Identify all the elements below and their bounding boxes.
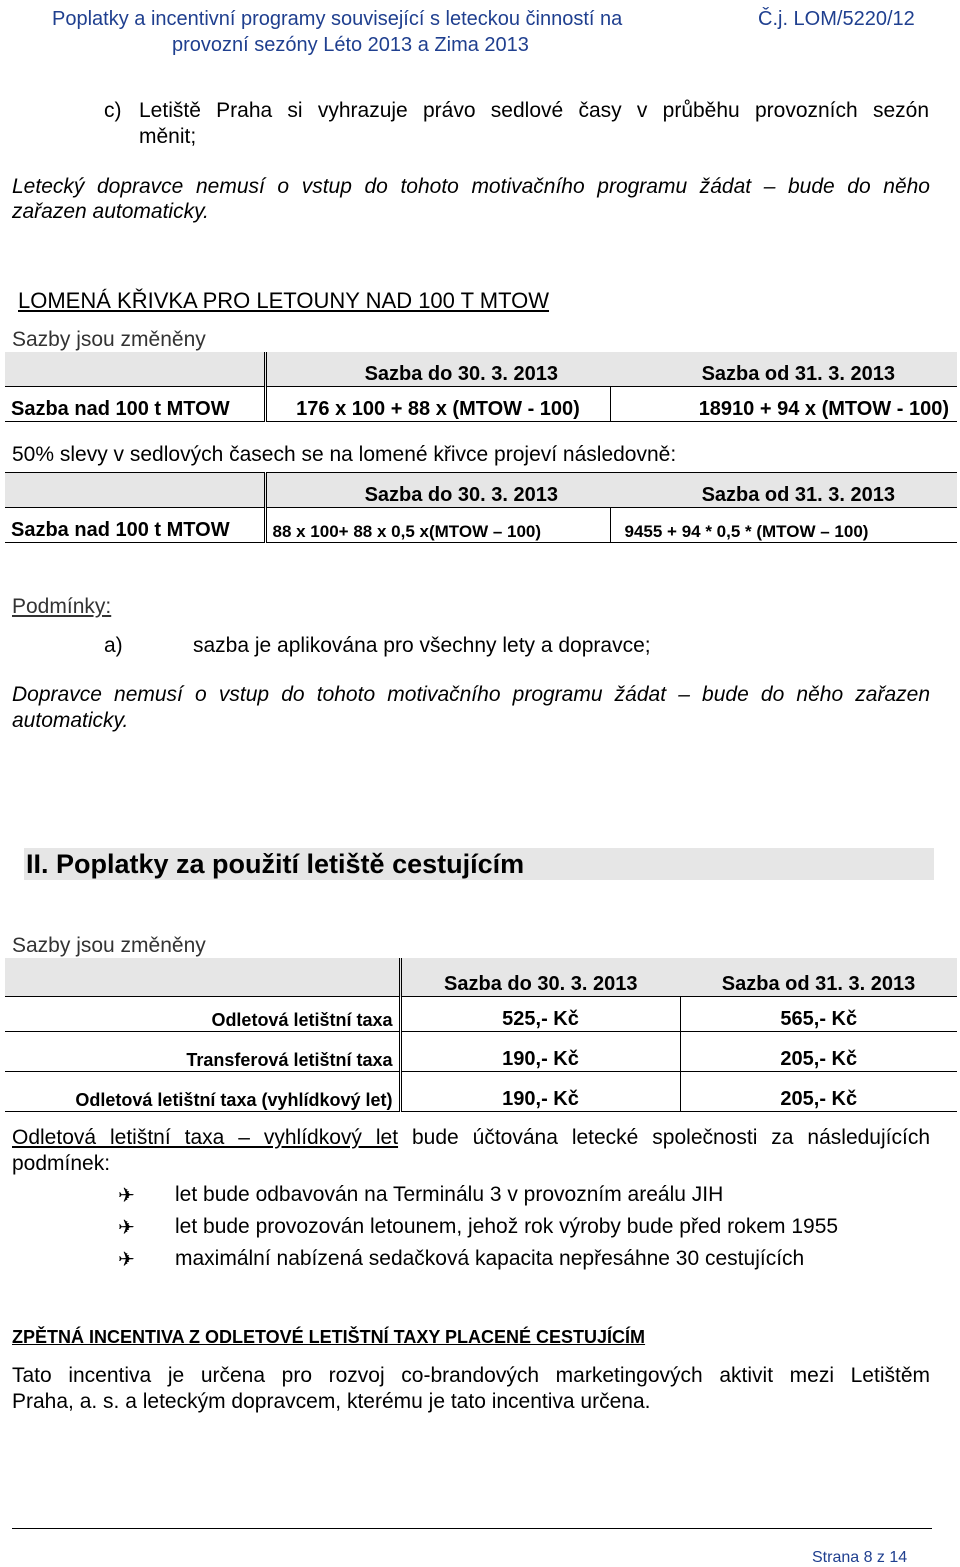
passenger-row-value2-2: 205,- Kč <box>680 1072 957 1112</box>
conditions-heading: Podmínky: <box>12 595 112 618</box>
bullet-list-item-0 <box>118 1183 724 1208</box>
curve-table-value1: 176 x 100 + 88 x (MTOW - 100) <box>265 387 610 422</box>
sightseeing-tax-note-line1 <box>12 1126 930 1150</box>
curve-table-col2-header: Sazba od 31. 3. 2013 <box>610 352 957 387</box>
discount-table-value2: 9455 + 94 * 0,5 * (MTOW – 100) <box>610 508 957 543</box>
incentive-text-line2: Praha, a. s. a leteckým dopravcem, kterému je tato incentiva určena. <box>12 1390 651 1413</box>
passenger-fees-heading: II. Poplatky za použití letiště cestujícím <box>24 848 934 880</box>
passenger-row-value2-1: 205,- Kč <box>680 1032 957 1072</box>
curve-discount-note: 50% slevy v sedlových časech se na lomené křivce projeví následovně: <box>12 443 677 466</box>
curve-table-row-label: Sazba nad 100 t MTOW <box>5 387 265 422</box>
bullet-text-1: let bude provozován letounem, jehož rok výroby bude před rokem 1955 <box>175 1215 839 1238</box>
airplane-icon: ✈ <box>118 1215 135 1239</box>
item-c-text-line2: měnit; <box>139 125 197 148</box>
passenger-row-value1-1: 190,- Kč <box>400 1032 680 1072</box>
incentive-heading: ZPĚTNÁ INCENTIVA Z ODLETOVÉ LETIŠTNÍ TAXY PLACENÉ CESTUJÍCÍM <box>12 1327 646 1347</box>
airplane-icon: ✈ <box>118 1247 135 1271</box>
header-title-line2: provozní sezóny Léto 2013 a Zima 2013 <box>172 34 529 56</box>
condition-a-label: a) <box>104 634 123 657</box>
curve-discount-table <box>5 472 957 543</box>
footer-rule <box>12 1528 932 1529</box>
auto-enrollment-note-line1: Letecký dopravce nemusí o vstup do tohoto motivačního programu žádat – bude do něho <box>12 175 930 198</box>
passenger-row-label-2: Odletová letištní taxa (vyhlídkový let) <box>5 1072 400 1112</box>
passenger-row-value1-0: 525,- Kč <box>400 997 680 1032</box>
header-title-line1: Poplatky a incentivní programy související s leteckou činností na <box>52 8 623 30</box>
sightseeing-tax-note-line2: podmínek: <box>12 1152 111 1175</box>
discount-table-col2-header: Sazba od 31. 3. 2013 <box>610 473 957 508</box>
bullet-text-0: let bude odbavován na Terminálu 3 v provozním areálu JIH <box>175 1183 724 1206</box>
passenger-rates-changed-note: Sazby jsou změněny <box>12 934 206 957</box>
item-c-label: c) <box>104 99 122 122</box>
curve-section-heading: LOMENÁ KŘIVKA PRO LETOUNY NAD 100 T MTOW <box>18 288 550 313</box>
discount-table-value1: 88 x 100+ 88 x 0,5 x(MTOW – 100) <box>265 508 610 543</box>
passenger-table-col2-header: Sazba od 31. 3. 2013 <box>680 958 957 997</box>
passenger-row-label-0: Odletová letištní taxa <box>5 997 400 1032</box>
sightseeing-tax-link-text: Odletová letištní taxa – vyhlídkový let <box>12 1126 399 1149</box>
passenger-row-label-1: Transferová letištní taxa <box>5 1032 400 1072</box>
discount-table-col1-header: Sazba do 30. 3. 2013 <box>265 473 610 508</box>
passenger-row-value2-0: 565,- Kč <box>680 997 957 1032</box>
curve-rates-changed-note: Sazby jsou změněny <box>12 328 206 351</box>
incentive-text-line1: Tato incentiva je určena pro rozvoj co-brandových marketingových aktivit mezi Letištěm <box>12 1364 930 1387</box>
discount-table-corner <box>5 473 265 508</box>
sightseeing-tax-rest: bude účtována letecké společnosti za následujících <box>398 1126 930 1149</box>
item-c-text-line1: Letiště Praha si vyhrazuje právo sedlové časy v průběhu provozních sezón <box>139 99 929 122</box>
passenger-table-col1-header: Sazba do 30. 3. 2013 <box>400 958 680 997</box>
condition-a-text: sazba je aplikována pro všechny lety a dopravce; <box>193 634 651 657</box>
curve-table-value2: 18910 + 94 x (MTOW - 100) <box>610 387 957 422</box>
passenger-fee-table <box>5 958 957 1112</box>
auto-enrollment-note2-line2: automaticky. <box>12 709 129 732</box>
page-number: Strana 8 z 14 <box>812 1549 908 1566</box>
discount-table-row-label: Sazba nad 100 t MTOW <box>5 508 265 543</box>
curve-table-col1-header: Sazba do 30. 3. 2013 <box>265 352 610 387</box>
auto-enrollment-note2-line1: Dopravce nemusí o vstup do tohoto motivačního programu žádat – bude do něho zařazen <box>12 683 930 706</box>
bullet-list-item-2 <box>118 1247 805 1272</box>
curve-table-corner <box>5 352 265 387</box>
passenger-row-value1-2: 190,- Kč <box>400 1072 680 1112</box>
auto-enrollment-note-line2: zařazen automaticky. <box>12 200 209 223</box>
airplane-icon: ✈ <box>118 1183 135 1207</box>
bullet-list-item-1 <box>118 1215 839 1240</box>
bullet-text-2: maximální nabízená sedačková kapacita nepřesáhne 30 cestujících <box>175 1247 805 1270</box>
passenger-table-corner <box>5 958 400 997</box>
curve-rate-table <box>5 352 957 422</box>
header-reference: Č.j. LOM/5220/12 <box>758 8 915 30</box>
